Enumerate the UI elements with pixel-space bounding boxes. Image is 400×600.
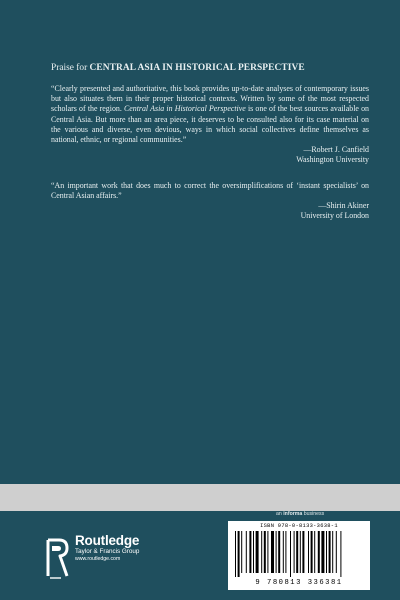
publisher-logo-text: [75, 533, 139, 563]
barcode-bar: [253, 531, 254, 573]
informa-prefix: an: [276, 511, 282, 517]
publisher-group: Taylor & Francis Group: [75, 548, 140, 555]
praise-book-title: CENTRAL ASIA IN HISTORICAL PERSPECTIVE: [89, 63, 305, 73]
quote-block-2: [51, 181, 369, 222]
barcode-bar: [332, 531, 333, 573]
barcode-bar: [285, 531, 286, 573]
barcode-digits: 9 780813 336381: [255, 579, 343, 587]
barcode-bar: [267, 531, 268, 573]
informa-brand: informa: [283, 511, 303, 517]
barcode-bar: [296, 531, 298, 573]
barcode-bar: [256, 531, 259, 573]
barcode-bar: [271, 531, 274, 573]
barcode-bar: [321, 531, 324, 573]
barcode-bar: [300, 531, 301, 573]
barcode-bar: [311, 531, 313, 573]
informa-suffix: business: [303, 511, 325, 517]
barcode-icon: [233, 531, 365, 577]
quote-block-1: [51, 84, 369, 166]
grey-band: [0, 484, 400, 511]
barcode-bar: [326, 531, 327, 573]
isbn-label: ISBN 978-0-8133-3638-1: [260, 523, 338, 529]
barcode-bar: [336, 531, 337, 573]
praise-heading: [51, 62, 369, 74]
barcode-bar: [314, 531, 315, 573]
barcode-bar: [246, 531, 247, 573]
praise-prefix: Praise for: [51, 63, 88, 73]
barcode-bar: [308, 531, 309, 573]
barcode-bar: [276, 531, 277, 573]
barcode-bar: [340, 531, 341, 577]
quote-text-1: [51, 84, 369, 145]
barcode-box: [228, 521, 370, 590]
barcode-bar: [278, 531, 280, 573]
barcode-bar: [261, 531, 262, 573]
informa-business-tagline: [276, 511, 324, 517]
barcode-bar: [264, 531, 266, 573]
publisher-url: www.routledge.com: [75, 556, 121, 562]
quote-1-affiliation: Washington University: [296, 155, 369, 165]
barcode-bar: [302, 531, 304, 573]
barcode-bar: [290, 531, 291, 577]
barcode-bar: [329, 531, 331, 573]
routledge-logo-icon: [45, 536, 71, 580]
quote-1-author: —Robert J. Canfield: [303, 145, 369, 155]
barcode-bar: [318, 531, 320, 573]
barcode-bar: [249, 531, 251, 573]
quote-2-author: —Shirin Akiner: [318, 201, 369, 211]
publisher-name: Routledge: [75, 533, 140, 548]
quote-text-2: “An important work that does much to correct the oversimplifications of ‘instant specialists’ on Central Asian affairs.”: [51, 180, 369, 200]
barcode-bar: [294, 531, 295, 573]
praise-section: [51, 62, 369, 221]
quote-1-part-a: “Clearly presented and authoritative, this book provides up-to-date analyses of contemporary issues but also situates them in their proper historical contexts. Written by some of the most respected scholars of the region.: [51, 84, 369, 114]
barcode-bar: [238, 531, 240, 577]
quote-1-italic-title: Central Asia in Historical Perspective: [124, 104, 246, 114]
barcode-bar: [241, 531, 242, 573]
quote-2-affiliation: University of London: [300, 211, 369, 221]
barcode-bar: [235, 531, 236, 577]
quote-1-part-b: is one of the best sources available on Central Asia. But more than an area piece, it deserves to be consulted also for its case material on the various and diverse, even devious, ways in which social collectives define themselves as national, ethnic, or regional communities.”: [51, 104, 369, 145]
barcode-bar: [283, 531, 284, 573]
